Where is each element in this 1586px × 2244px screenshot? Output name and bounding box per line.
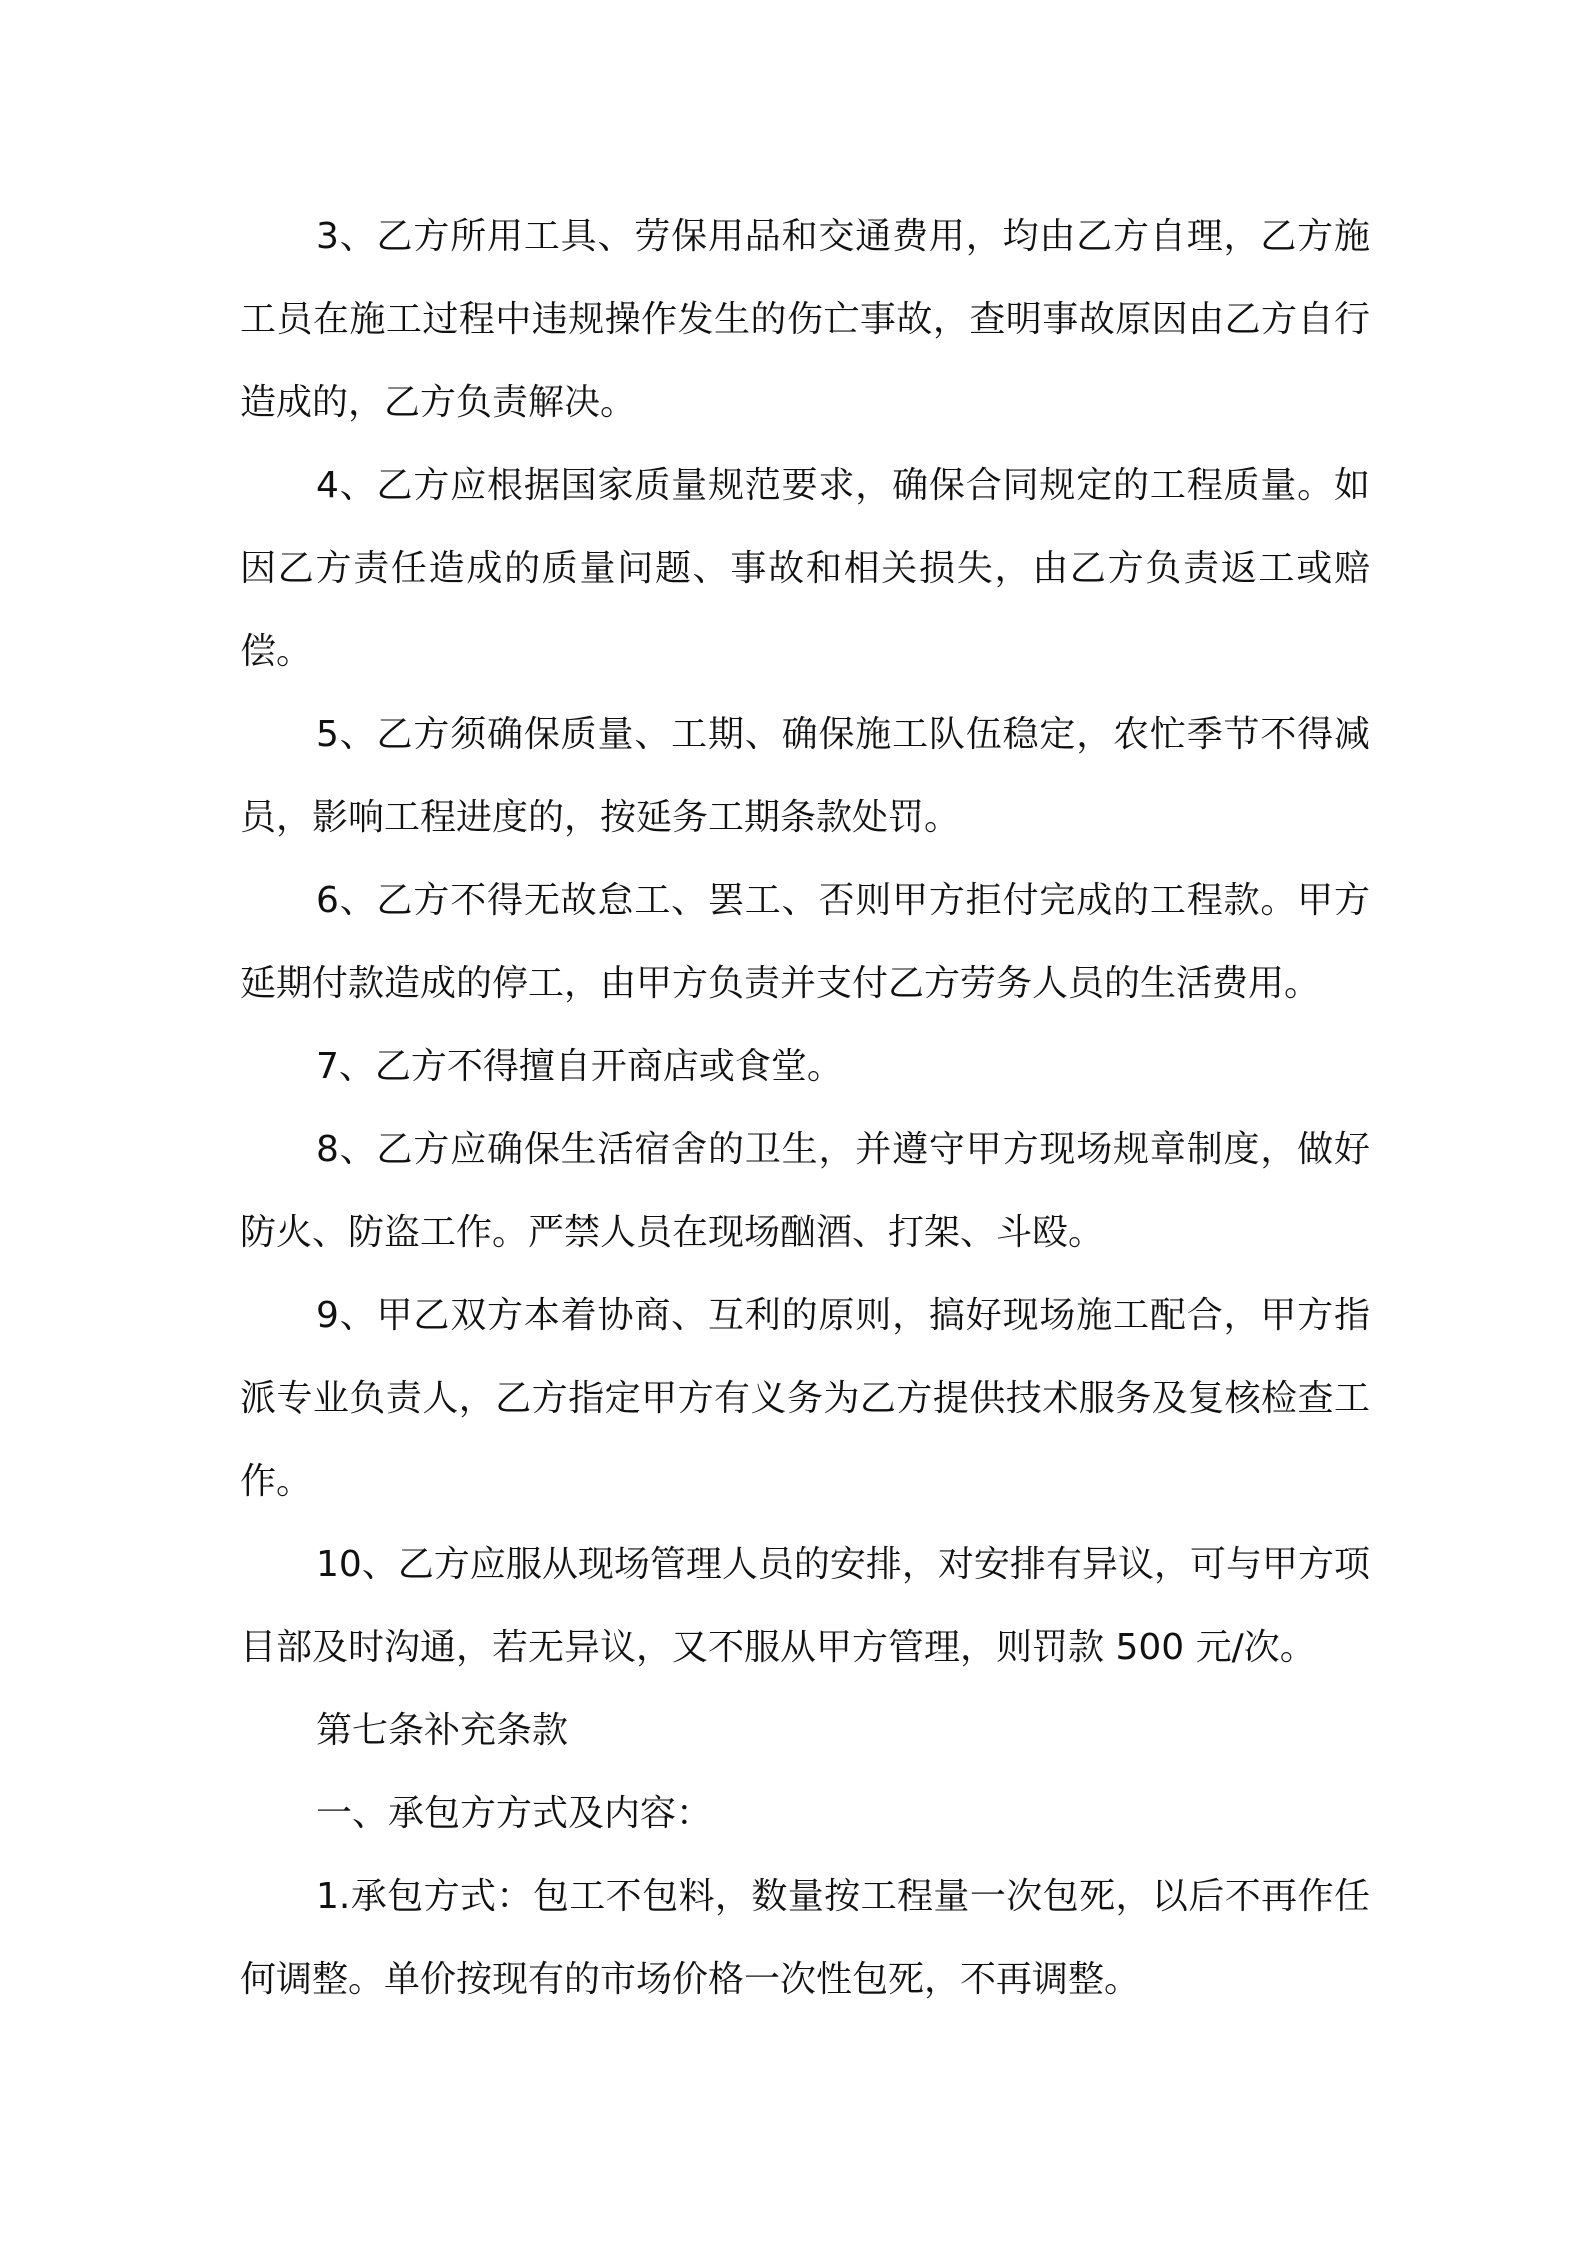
clause-9-paragraph: 9、甲乙双方本着协商、互利的原则，搞好现场施工配合，甲方指派专业负责人，乙方指定甲方有义务为乙方提供技术服务及复核检查工作。: [240, 1295, 1370, 1502]
clause-5-paragraph: 5、乙方须确保质量、工期、确保施工队伍稳定，农忙季节不得减员，影响工程进度的，按延务工期条款处罚。: [240, 714, 1370, 838]
clause-3-paragraph: 3、乙方所用工具、劳保用品和交通费用，均由乙方自理，乙方施工员在施工过程中违规操作发生的伤亡事故，查明事故原因由乙方自行造成的，乙方负责解决。: [240, 216, 1370, 423]
section-1-heading: 一、承包方方式及内容：: [316, 1793, 713, 1834]
clause-8-paragraph: 8、乙方应确保生活宿舍的卫生，并遵守甲方现场规章制度，做好防火、防盗工作。严禁人员在现场酗酒、打架、斗殴。: [240, 1129, 1370, 1253]
clause-7-paragraph: 7、乙方不得擅自开商店或食堂。: [316, 1046, 843, 1087]
article-7-heading: 第七条补充条款: [316, 1710, 569, 1751]
clause-4-paragraph: 4、乙方应根据国家质量规范要求，确保合同规定的工程质量。如因乙方责任造成的质量问题、事故和相关损失，由乙方负责返工或赔偿。: [240, 465, 1370, 672]
clause-6-paragraph: 6、乙方不得无故怠工、罢工、否则甲方拒付完成的工程款。甲方延期付款造成的停工，由甲方负责并支付乙方劳务人员的生活费用。: [240, 880, 1370, 1004]
contract-method-paragraph: 1.承包方式：包工不包料，数量按工程量一次包死，以后不再作任何调整。单价按现有的市场价格一次性包死，不再调整。: [240, 1876, 1370, 2000]
document-body: [240, 195, 1370, 2021]
clause-10-paragraph: 10、乙方应服从现场管理人员的安排，对安排有异议，可与甲方项目部及时沟通，若无异议，又不服从甲方管理，则罚款 500 元/次。: [240, 1544, 1370, 1668]
